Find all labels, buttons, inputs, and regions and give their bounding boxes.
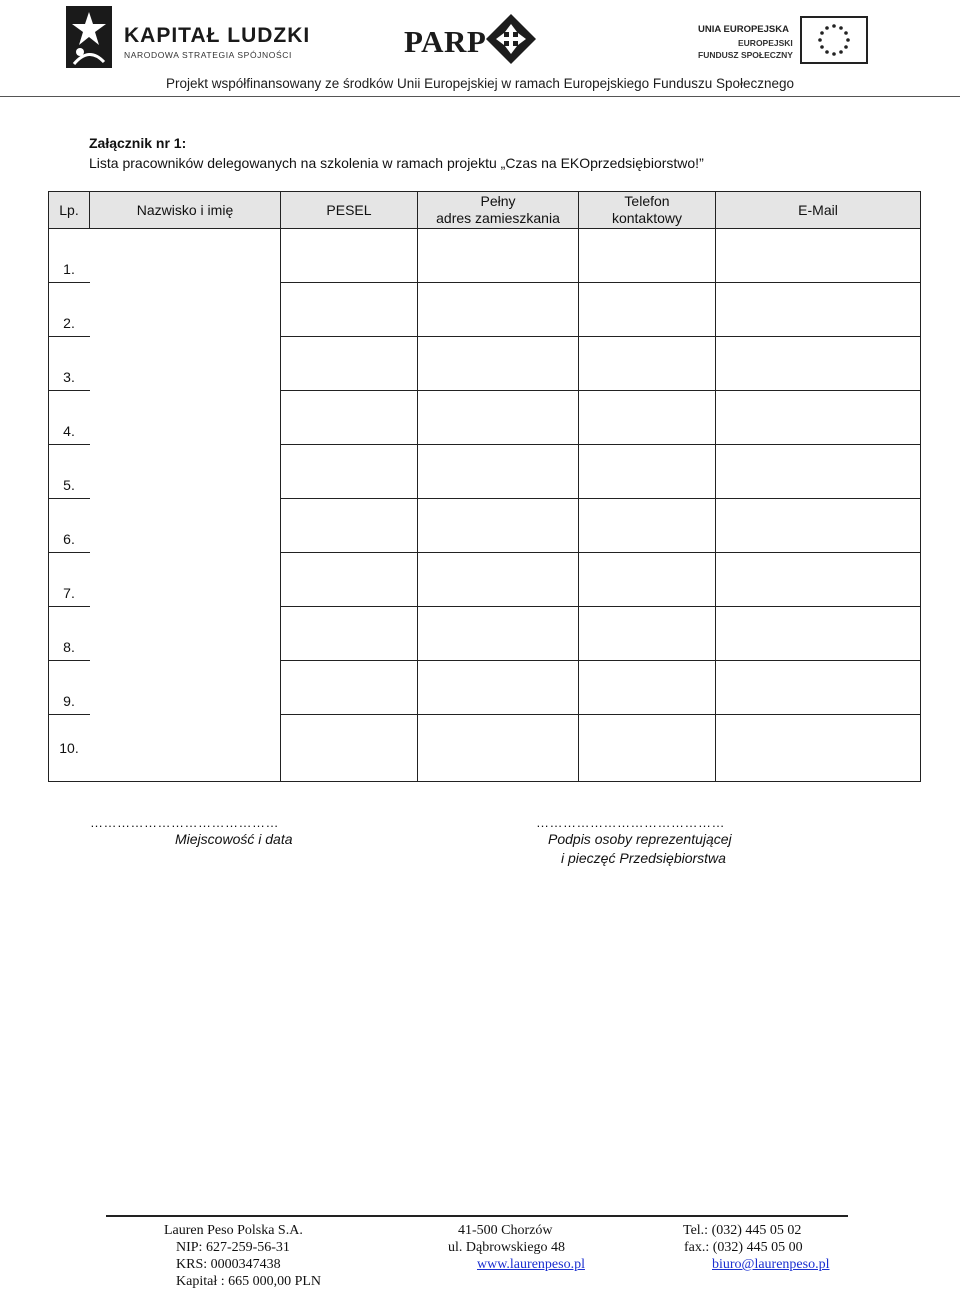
column-header-lp: Lp. (49, 192, 90, 229)
name-cell[interactable] (90, 229, 281, 283)
row-number: 7. (49, 553, 90, 607)
pesel-cell[interactable] (281, 229, 418, 283)
kapital-ludzki-star-icon (66, 6, 112, 68)
phone-cell[interactable] (579, 661, 716, 715)
footer-company: Lauren Peso Polska S.A. (164, 1223, 303, 1238)
phone-cell[interactable] (579, 715, 716, 782)
address-cell[interactable] (418, 661, 579, 715)
address-cell[interactable] (418, 553, 579, 607)
email-cell[interactable] (716, 499, 921, 553)
email-cell[interactable] (716, 283, 921, 337)
pesel-cell[interactable] (281, 391, 418, 445)
list-description: Lista pracowników delegowanych na szkolenia w ramach projektu „Czas na EKOprzedsiębiorstwo!” (89, 155, 704, 171)
footer-capital: Kapitał : 665 000,00 PLN (176, 1274, 322, 1289)
footer-email-link[interactable]: biuro@laurenpeso.pl (712, 1257, 830, 1272)
email-cell[interactable] (716, 715, 921, 782)
email-cell[interactable] (716, 607, 921, 661)
column-header-pesel: PESEL (281, 192, 418, 229)
parp-arrows-icon (484, 12, 538, 66)
table-row (49, 391, 921, 445)
pesel-cell[interactable] (281, 337, 418, 391)
phone-cell[interactable] (579, 391, 716, 445)
address-cell[interactable] (418, 283, 579, 337)
pesel-cell[interactable] (281, 283, 418, 337)
kapital-ludzki-title: KAPITAŁ LUDZKI (124, 24, 311, 47)
email-cell[interactable] (716, 391, 921, 445)
column-header-phone (579, 192, 716, 229)
pesel-cell[interactable] (281, 607, 418, 661)
name-cell[interactable] (90, 553, 281, 607)
place-date-label: Miejscowość i data (175, 831, 293, 847)
kapital-ludzki-subtitle: NARODOWA STRATEGIA SPÓJNOŚCI (124, 50, 292, 60)
column-header-email: E-Mail (716, 192, 921, 229)
pesel-cell[interactable] (281, 499, 418, 553)
address-cell[interactable] (418, 607, 579, 661)
footer-tel: Tel.: (032) 445 05 02 (683, 1223, 802, 1238)
row-number: 5. (49, 445, 90, 499)
phone-cell[interactable] (579, 499, 716, 553)
footer-nip: NIP: 627-259-56-31 (176, 1240, 290, 1255)
name-cell[interactable] (90, 661, 281, 715)
email-cell[interactable] (716, 445, 921, 499)
eu-logo-line-2: EUROPEJSKI (738, 38, 793, 48)
pesel-cell[interactable] (281, 661, 418, 715)
header-divider (0, 96, 960, 97)
pesel-cell[interactable] (281, 715, 418, 782)
table-row (49, 283, 921, 337)
column-header-name: Nazwisko i imię (90, 192, 281, 229)
name-cell[interactable] (90, 391, 281, 445)
employee-table (48, 191, 921, 782)
eu-flag-icon (800, 16, 868, 64)
column-header-address-line-2: adres zamieszkania (436, 210, 560, 226)
cofunding-statement: Projekt współfinansowany ze środków Unii Europejskiej w ramach Europejskiego Funduszu Społecznego (165, 76, 795, 91)
email-cell[interactable] (716, 337, 921, 391)
eu-logo-line-1: UNIA EUROPEJSKA (698, 24, 789, 35)
parp-logo (404, 12, 544, 66)
row-number: 9. (49, 661, 90, 715)
footer-krs: KRS: 0000347438 (176, 1257, 281, 1272)
phone-cell[interactable] (579, 337, 716, 391)
name-cell[interactable] (90, 337, 281, 391)
row-number: 6. (49, 499, 90, 553)
table-row (49, 337, 921, 391)
address-cell[interactable] (418, 391, 579, 445)
footer-website-wrap (477, 1257, 585, 1273)
footer-divider (106, 1215, 848, 1217)
column-header-phone-line-1: Telefon (624, 193, 670, 209)
address-cell[interactable] (418, 499, 579, 553)
table-row (49, 445, 921, 499)
place-date-dotted-line: …………………………………… (90, 815, 279, 830)
name-cell[interactable] (90, 445, 281, 499)
signature-label-line-2: i pieczęć Przedsiębiorstwa (561, 850, 726, 866)
table-row (49, 661, 921, 715)
row-number: 8. (49, 607, 90, 661)
pesel-cell[interactable] (281, 445, 418, 499)
signature-dotted-line: …………………………………… (536, 815, 725, 830)
table-header-row (49, 192, 921, 229)
footer-fax: fax.: (032) 445 05 00 (684, 1240, 803, 1255)
phone-cell[interactable] (579, 553, 716, 607)
footer-email-wrap (712, 1257, 829, 1273)
eu-logo-line-3: FUNDUSZ SPOŁECZNY (698, 50, 793, 60)
table-row (49, 553, 921, 607)
address-cell[interactable] (418, 337, 579, 391)
kapital-ludzki-logo (66, 6, 311, 70)
parp-logo-text: PARP (404, 24, 487, 59)
footer-postcode-city: 41-500 Chorzów (458, 1223, 553, 1238)
row-number: 4. (49, 391, 90, 445)
annex-title: Załącznik nr 1: (89, 135, 187, 151)
table-row (49, 715, 921, 782)
phone-cell[interactable] (579, 283, 716, 337)
eu-logo (698, 14, 872, 68)
name-cell[interactable] (90, 715, 281, 782)
email-cell[interactable] (716, 661, 921, 715)
pesel-cell[interactable] (281, 553, 418, 607)
row-number: 10. (49, 715, 90, 782)
footer-street: ul. Dąbrowskiego 48 (448, 1240, 566, 1255)
name-cell[interactable] (90, 283, 281, 337)
address-cell[interactable] (418, 229, 579, 283)
name-cell[interactable] (90, 607, 281, 661)
table-row (49, 607, 921, 661)
address-cell[interactable] (418, 715, 579, 782)
table-row (49, 499, 921, 553)
column-header-address-line-1: Pełny (480, 193, 516, 209)
column-header-address (418, 192, 579, 229)
column-header-phone-line-2: kontaktowy (611, 210, 683, 226)
phone-cell[interactable] (579, 607, 716, 661)
email-cell[interactable] (716, 229, 921, 283)
row-number: 3. (49, 337, 90, 391)
table-row (49, 229, 921, 283)
address-cell[interactable] (418, 445, 579, 499)
signature-label-line-1: Podpis osoby reprezentującej (548, 831, 732, 847)
phone-cell[interactable] (579, 229, 716, 283)
footer-website-link[interactable]: www.laurenpeso.pl (477, 1257, 585, 1272)
email-cell[interactable] (716, 553, 921, 607)
name-cell[interactable] (90, 499, 281, 553)
phone-cell[interactable] (579, 445, 716, 499)
row-number: 2. (49, 283, 90, 337)
row-number: 1. (49, 229, 90, 283)
